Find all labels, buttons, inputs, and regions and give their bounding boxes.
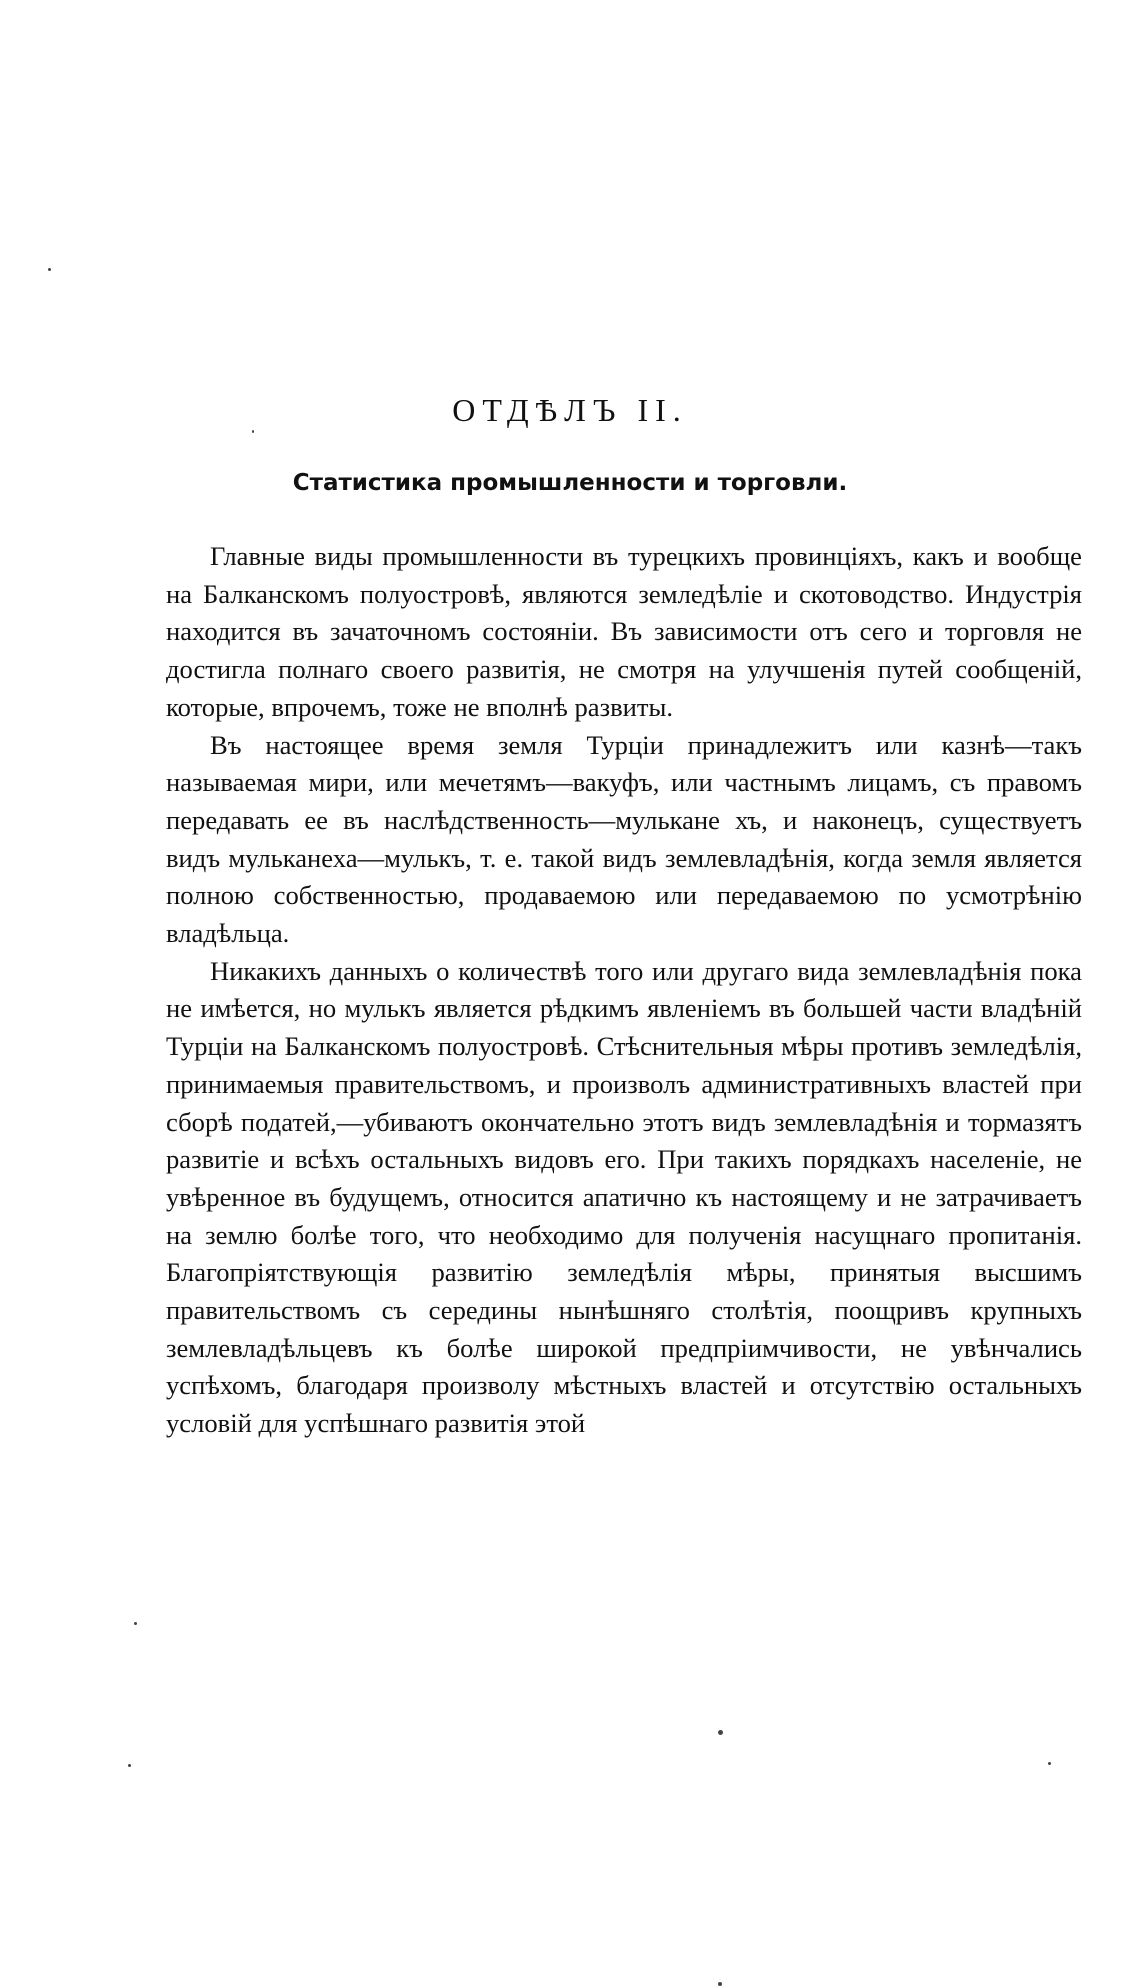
body-text	[166, 538, 1082, 1443]
paragraph-1: Главные виды промышленности въ турецкихъ провинціяхъ, какъ и вообще на Балканскомъ полуостровѣ, являются земледѣліе и скотоводство. Индустрія находится въ зачаточномъ состояніи. Въ зависимости отъ сего и торговля не достигла полнаго своего развитія, не смотря на улучшенія путей сообщеній, которые, впрочемъ, тоже не вполнѣ развиты.	[166, 541, 1082, 722]
scan-speck	[252, 430, 254, 433]
section-heading: ОТДѢЛЪ II.	[452, 392, 688, 428]
scan-speck	[1048, 1762, 1051, 1765]
scan-speck	[718, 1982, 722, 1986]
scan-speck	[128, 1764, 131, 1767]
paragraph-3: Никакихъ данныхъ о количествѣ того или другаго вида землевладѣнія пока не имѣется, но мулькъ является рѣдкимъ явленіемъ въ большей части владѣній Турціи на Балканскомъ полуостровѣ. Стѣснительныя мѣры противъ земледѣлія, принимаемыя правительствомъ, и произволъ административныхъ властей при сборѣ податей,—убиваютъ окончательно этотъ видъ землевладѣнія и тормазятъ развитіе и всѣхъ остальныхъ видовъ его. При такихъ порядкахъ населеніе, не увѣренное въ будущемъ, относится апатично къ настоящему и не затрачиваетъ на землю болѣе того, что необходимо для полученія насущнаго пропитанія. Благопріятствующія развитію земледѣлія мѣры, принятыя высшимъ правительствомъ съ середины нынѣшняго столѣтія, поощривъ крупныхъ землевладѣльцевъ къ болѣе широкой предпріимчивости, не увѣнчались успѣхомъ, благодаря произволу мѣстныхъ властей и отсутствію остальныхъ условій для успѣшнаго развитія этой	[166, 955, 1082, 1439]
section-subtitle: Статистика промышленности и торговли.	[292, 470, 848, 496]
paragraph-2: Въ настоящее время земля Турціи принадлежитъ или казнѣ—такъ называемая мири, или мечетямъ—вакуфъ, или частнымъ лицамъ, съ правомъ передавать ее въ наслѣдственность—мулькане хъ, и наконецъ, существуетъ видъ мульканеха—мулькъ, т. е. такой видъ землевладѣнія, когда земля является полною собственностью, продаваемою или передаваемою по усмотрѣнію владѣльца.	[166, 729, 1082, 949]
scan-speck	[718, 1730, 723, 1735]
scan-speck	[48, 268, 51, 271]
scan-speck	[134, 1622, 137, 1625]
